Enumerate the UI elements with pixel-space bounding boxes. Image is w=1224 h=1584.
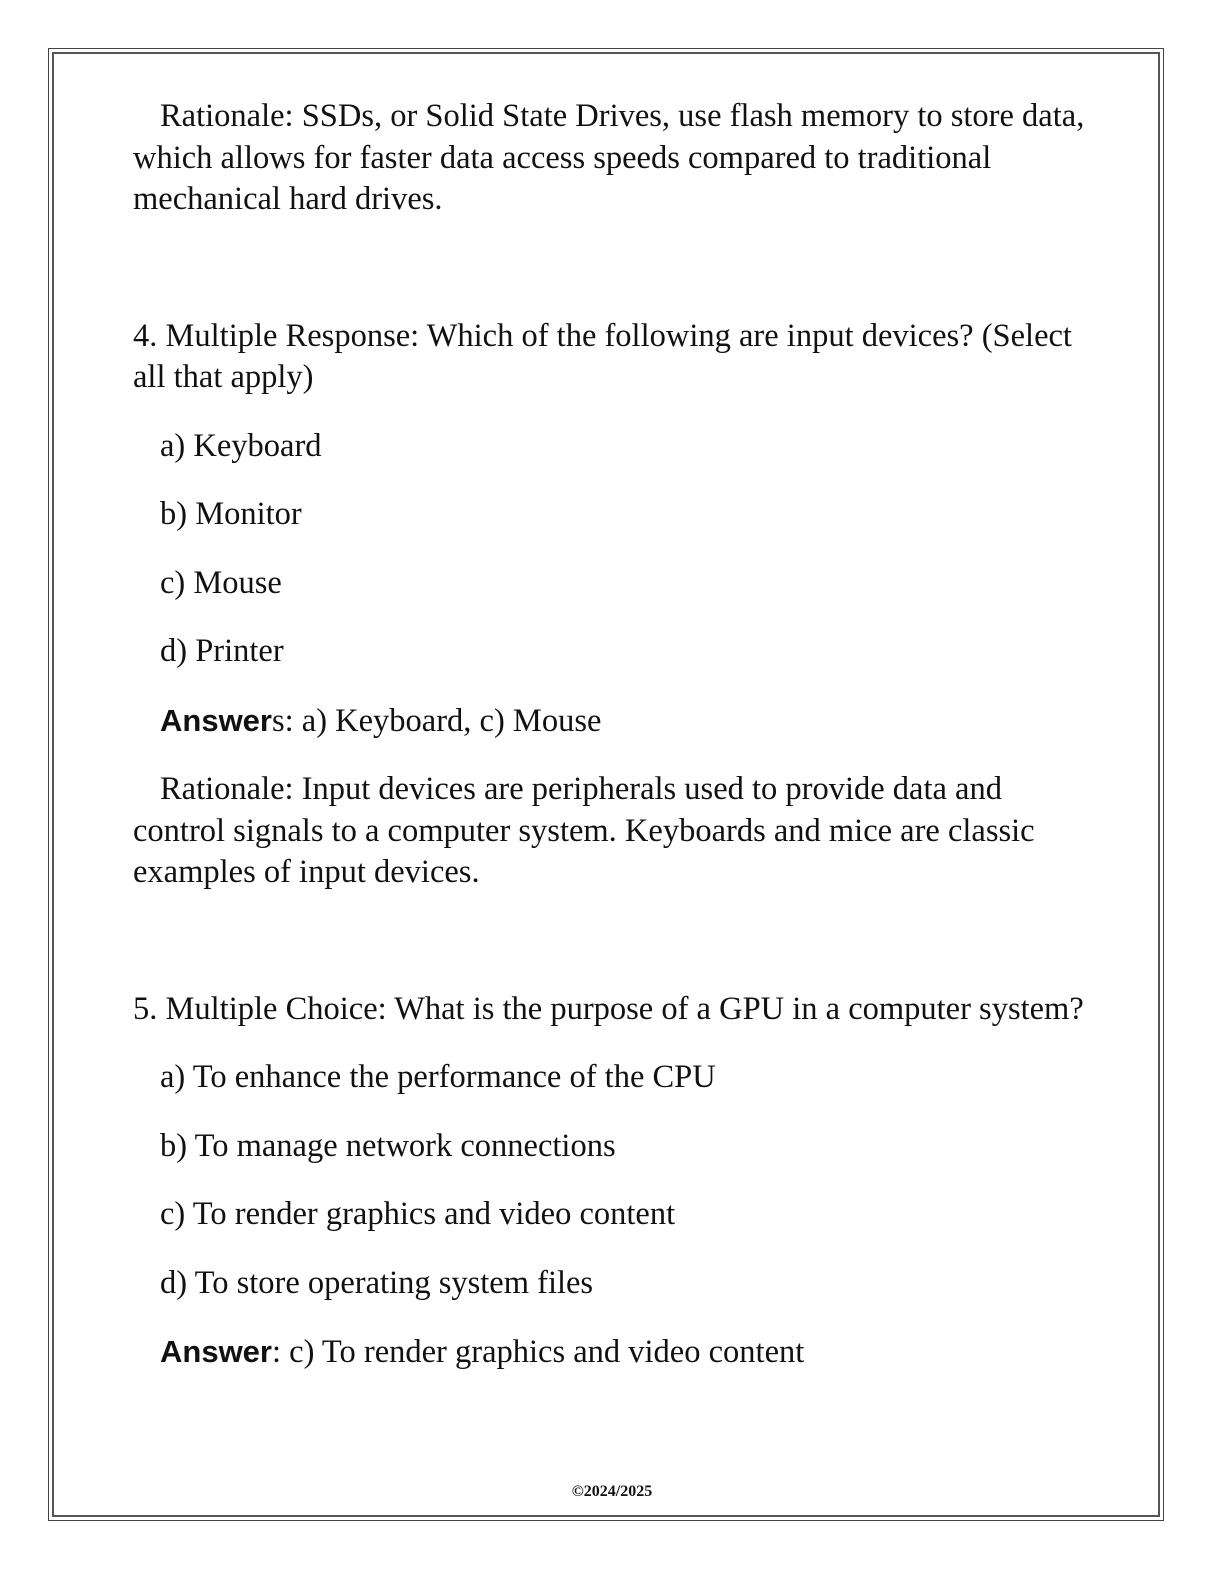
q5-option-d: d) To store operating system files	[160, 1264, 594, 1301]
q5-question: 5. Multiple Choice: What is the purpose of a GPU in a computer system?	[133, 990, 1084, 1027]
copyright-footer: ©2024/2025	[571, 1483, 653, 1500]
q5-answer-text: : c) To render graphics and video content	[271, 1334, 805, 1370]
q5-option-b: b) To manage network connections	[160, 1127, 616, 1164]
q4-option-c: c) Mouse	[160, 564, 282, 601]
q5-answer	[133, 1331, 1093, 1374]
q5-option-a: a) To enhance the performance of the CPU	[160, 1059, 716, 1095]
q5-option-c: c) To render graphics and video content	[160, 1196, 676, 1232]
q5-answer-label: Answer	[160, 1334, 272, 1369]
q4-question: 4. Multiple Response: Which of the following are input devices? (Select all that apply)	[133, 317, 1072, 395]
q4-option-d: d) Printer	[160, 633, 284, 669]
q3-rationale: Rationale: SSDs, or Solid State Drives, use flash memory to store data, which allows for faster data access speeds compared to traditional mechanical hard drives.	[133, 98, 1085, 217]
q4-option-a: a) Keyboard	[160, 427, 322, 464]
page-content	[133, 96, 1093, 1374]
q4-rationale: Rationale: Input devices are peripherals used to provide data and control signals to a computer system. Keyboards and mice are classic examples of input devices.	[133, 771, 1035, 890]
q4-option-b: b) Monitor	[160, 496, 302, 532]
q4-answer-label: Answer	[160, 702, 272, 738]
q4-answer	[133, 700, 1093, 743]
q4-answer-text: s: a) Keyboard, c) Mouse	[271, 702, 602, 739]
